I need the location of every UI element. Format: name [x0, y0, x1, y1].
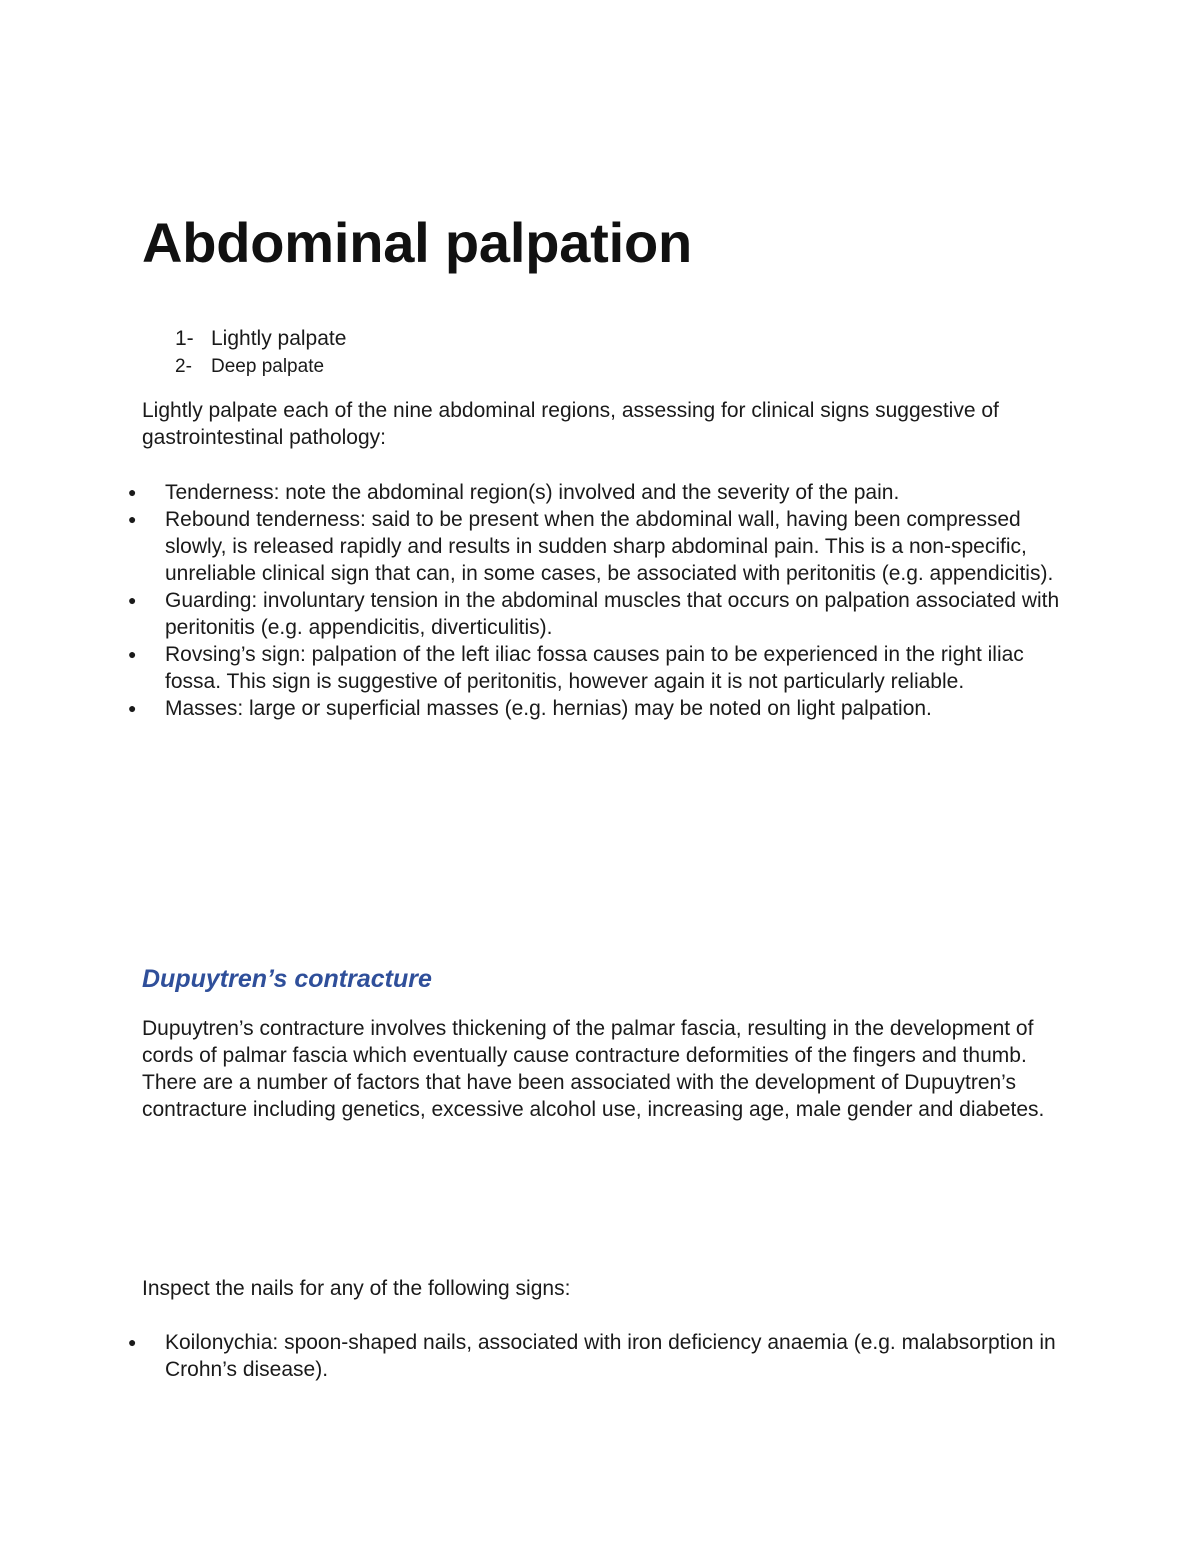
bullet-icon: ●: [128, 511, 137, 527]
step-number: 2-: [175, 356, 192, 377]
step-number: 1-: [175, 327, 194, 350]
list-item: [175, 325, 346, 353]
list-item: [128, 479, 1068, 506]
bullet-icon: ●: [128, 700, 137, 716]
step-text: Deep palpate: [211, 356, 325, 377]
list-item: [175, 353, 346, 381]
nails-intro: Inspect the nails for any of the following signs:: [142, 1277, 571, 1300]
page-title: Abdominal palpation: [142, 211, 692, 274]
section-heading: Dupuytren’s contracture: [142, 965, 432, 993]
bullet-icon: ●: [128, 1334, 137, 1350]
list-item: [128, 641, 1068, 695]
sign-text: Rebound tenderness: said to be present when the abdominal wall, having been compressed slowly, is released rapidly and results in sudden sharp abdominal pain. This is a non-specific, unreliable clinical sign that can, in some cases, be associated with peritonitis (e.g. appendicitis).: [165, 508, 1054, 585]
list-item: [128, 695, 1068, 722]
bullet-icon: ●: [128, 484, 137, 500]
bullet-icon: ●: [128, 646, 137, 662]
step-text: Lightly palpate: [211, 327, 347, 350]
intro-paragraph: Lightly palpate each of the nine abdominal regions, assessing for clinical signs suggestive of gastrointestinal pathology:: [142, 399, 999, 449]
section-body: Dupuytren’s contracture involves thickening of the palmar fascia, resulting in the development of cords of palmar fascia which eventually cause contracture deformities of the fingers and thumb. There are a number of factors that have been associated with the development of Dupuytren’s contracture including genetics, excessive alcohol use, increasing age, male gender and diabetes.: [142, 1017, 1045, 1121]
sign-text: Masses: large or superficial masses (e.g. hernias) may be noted on light palpation.: [165, 697, 932, 720]
palpation-steps: [175, 325, 346, 381]
list-item: [128, 587, 1068, 641]
nail-sign-text: Koilonychia: spoon-shaped nails, associated with iron deficiency anaemia (e.g. malabsorption in Crohn’s disease).: [165, 1331, 1056, 1381]
nail-signs-list: [128, 1329, 1068, 1383]
sign-text: Guarding: involuntary tension in the abdominal muscles that occurs on palpation associated with peritonitis (e.g. appendicitis, diverticulitis).: [165, 589, 1060, 639]
list-item: [128, 506, 1068, 587]
sign-text: Tenderness: note the abdominal region(s) involved and the severity of the pain.: [165, 481, 900, 504]
sign-text: Rovsing’s sign: palpation of the left iliac fossa causes pain to be experienced in the right iliac fossa. This sign is suggestive of peritonitis, however again it is not particularly reliable.: [165, 643, 1024, 693]
list-item: [128, 1329, 1068, 1383]
clinical-signs-list: [128, 479, 1068, 722]
bullet-icon: ●: [128, 592, 137, 608]
